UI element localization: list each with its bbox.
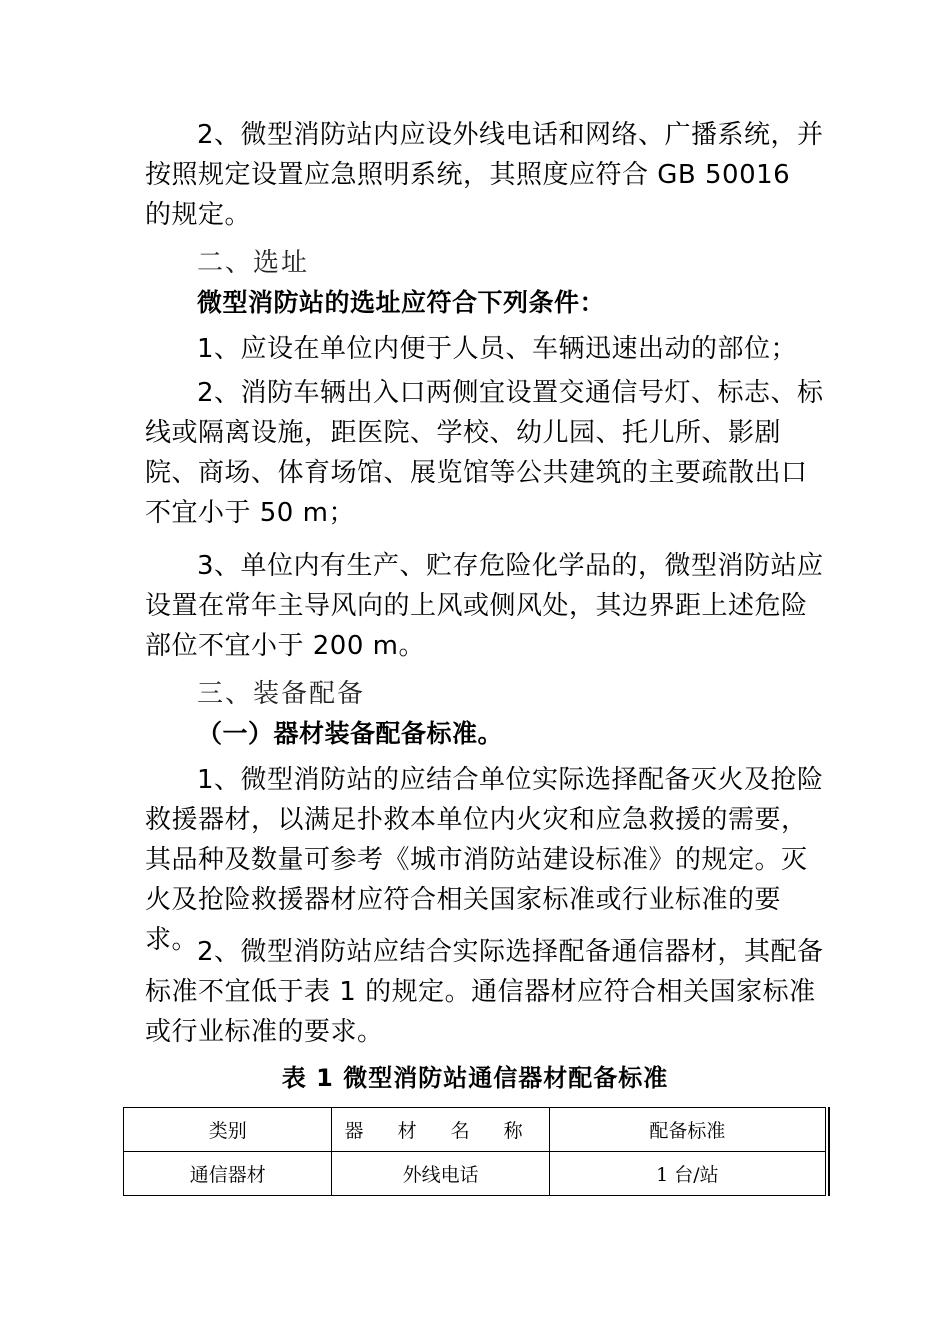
section-heading-equipment: 三、装备配备 [197,679,366,709]
equipment-standard-heading: （一）器材装备配备标准。 [197,719,504,748]
section-heading-site: 二、选址 [197,248,310,278]
table-title: 表 1 微型消防站通信器材配备标准 [281,1064,669,1092]
cell-equipment-name: 外线电话 [332,1152,549,1196]
paragraph-equipment-2: 2、微型消防站应结合实际选择配备通信器材，其配备标准不宜低于表 1 的规定。通信器材应符合相关国家标准或行业标准的要求。 [145,937,824,1047]
equipment-table-wrapper [123,1107,830,1196]
cell-category: 通信器材 [124,1152,332,1196]
cell-standard: 1 台/站 [549,1152,825,1196]
table-header-row [124,1108,826,1152]
header-category: 类别 [124,1108,332,1152]
paragraph-equipment-1: 1、微型消防站的应结合单位实际选择配备灭火及抢险救援器材，以满足扑救本单位内火灾和应急救援的需要，其品种及数量可参考《城市消防站建设标准》的规定。灭火及抢险救援器材应符合相关国家标准或行业标准的要求。 [145,765,824,955]
site-conditions-intro: 微型消防站的选址应符合下列条件： [197,288,606,317]
header-standard: 配备标准 [549,1108,825,1152]
paragraph-site-3: 3、单位内有生产、贮存危险化学品的，微型消防站应设置在常年主导风向的上风或侧风处，其边界距上述危险部位不宜小于 200 m。 [145,551,824,661]
paragraph-communication: 2、微型消防站内应设外线电话和网络、广播系统，并按照规定设置应急照明系统，其照度应符合 GB 50016 的规定。 [145,120,824,230]
header-equipment-name: 器 材 名 称 [332,1108,549,1152]
table-row [124,1152,826,1196]
paragraph-site-2: 2、消防车辆出入口两侧宜设置交通信号灯、标志、标线或隔离设施，距医院、学校、幼儿园、托儿所、影剧院、商场、体育场馆、展览馆等公共建筑的主要疏散出口不宜小于 50 m； [145,378,824,528]
paragraph-site-1: 1、应设在单位内便于人员、车辆迅速出动的部位； [197,334,798,364]
equipment-table [123,1107,826,1196]
